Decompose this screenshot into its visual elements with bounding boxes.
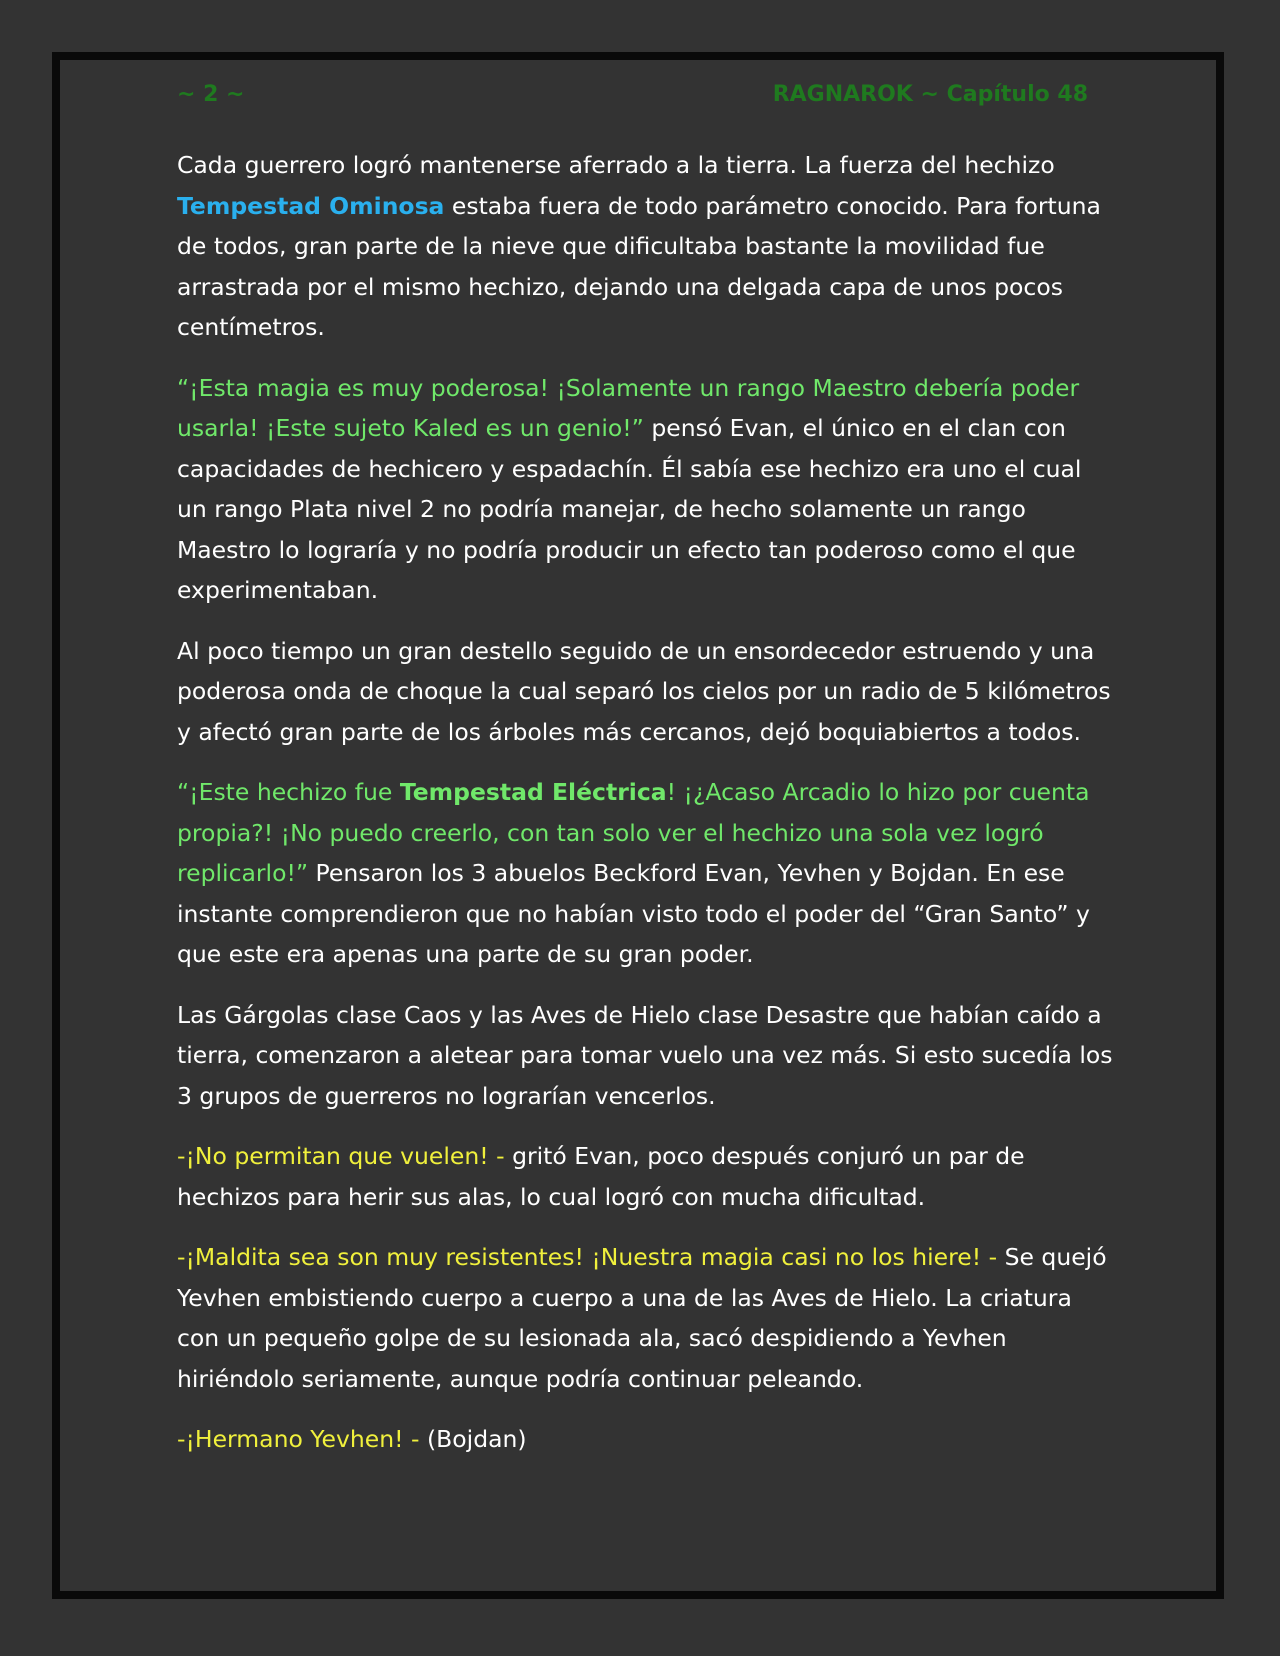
paragraph-7 [177,1237,1117,1399]
chapter-body [177,145,1117,1480]
paragraph-8 [177,1419,1117,1460]
text-run: pensó Evan, el único en el clan con capacidades de hechicero y espadachín. Él sabía ese hechizo era uno el cual un rango Plata nivel 2 no podría manejar, de hecho solamente un rango Maestro lo lograría y no podría producir un efecto tan poderoso como el que experimentaban. [177,414,1082,604]
speech-text: -¡No permitan que vuelen! - [177,1142,505,1170]
text-run: Se quejó Yevhen embistiendo cuerpo a cuerpo a una de las Aves de Hielo. La criatura con un pequeño golpe de su lesionada ala, sacó despidiendo a Yevhen hiriéndolo seriamente, aunque podría continuar peleando. [177,1243,1107,1393]
text-run: (Bojdan) [419,1425,527,1453]
page-header [177,78,1088,110]
paragraph-6 [177,1136,1117,1217]
page-number: ~ 2 ~ [177,81,245,107]
speech-text: -¡Hermano Yevhen! - [177,1425,420,1453]
thought-text: ! ¡¿Acaso Arcadio lo hizo por cuenta propia?! ¡No puedo creerlo, con tan solo ver el hechizo una sola vez logró replicarlo!” [177,778,1090,887]
spell-name: Tempestad Eléctrica [399,778,667,806]
text-run: estaba fuera de todo parámetro conocido. Para fortuna de todos, gran parte de la nieve que dificultaba bastante la movilidad fue arrastrada por el mismo hechizo, dejando una delgada capa de unos pocos centímetros. [177,191,1101,341]
spell-name: Tempestad Ominosa [177,191,445,220]
paragraph-2 [177,368,1117,611]
paragraph-1 [177,145,1117,348]
text-run: Pensaron los 3 abuelos Beckford Evan, Yevhen y Bojdan. En ese instante comprendieron que no habían visto todo el poder del “Gran Santo” y que este era apenas una parte de su gran poder. [177,859,1090,968]
text-run: Cada guerrero logró mantenerse aferrado a la tierra. La fuerza del hechizo [177,151,1055,179]
paragraph-4 [177,772,1117,975]
thought-text: “¡Esta magia es muy poderosa! ¡Solamente un rango Maestro debería poder usarla! ¡Este sujeto Kaled es un genio!” [177,373,1080,442]
text-run: gritó Evan, poco después conjuró un par de hechizos para herir sus alas, lo cual logró con mucha dificultad. [177,1142,1025,1211]
paragraph-3: Al poco tiempo un gran destello seguido de un ensordecedor estruendo y una poderosa onda de choque la cual separó los cielos por un radio de 5 kilómetros y afectó gran parte de los árboles más cercanos, dejó boquiabiertos a todos. [177,636,1111,746]
speech-text: -¡Maldita sea son muy resistentes! ¡Nuestra magia casi no los hiere! - [177,1243,998,1271]
paragraph-5: Las Gárgolas clase Caos y las Aves de Hielo clase Desastre que habían caído a tierra, comenzaron a aletear para tomar vuelo una vez más. Si esto sucedía los 3 grupos de guerreros no lograrían vencerlos. [177,1000,1113,1110]
running-title: RAGNAROK ~ Capítulo 48 [772,81,1088,107]
thought-text: “¡Este hechizo fue [177,778,400,806]
